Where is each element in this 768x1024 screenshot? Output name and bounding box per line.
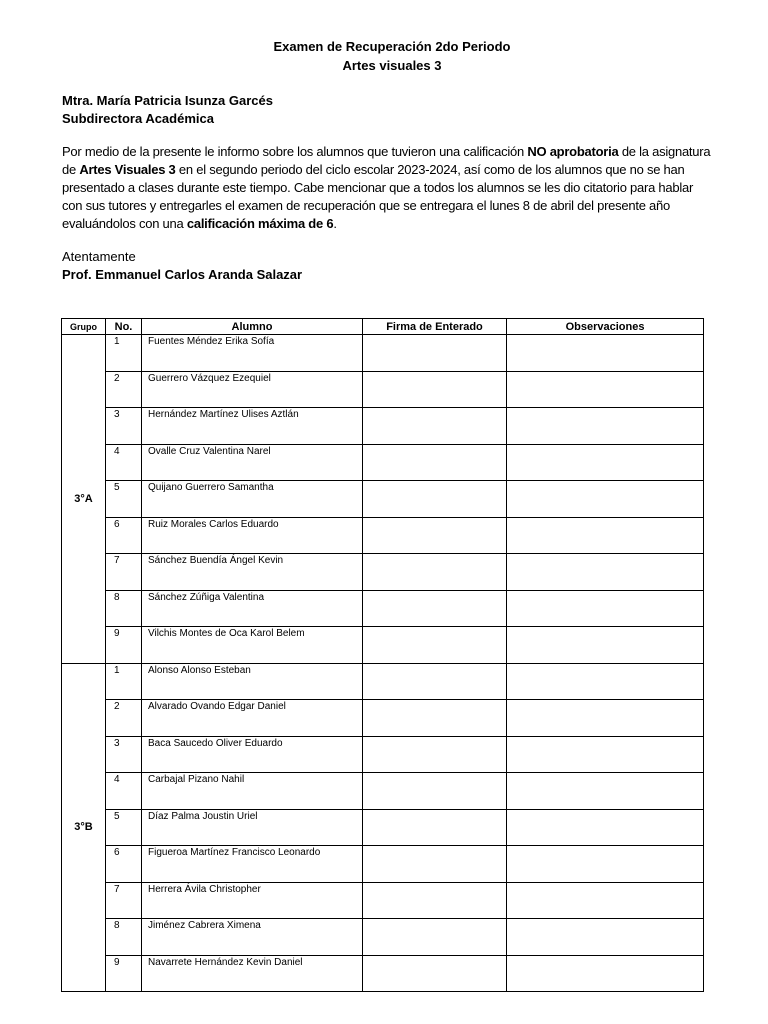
table-row [62,700,704,737]
student-number: 8 [106,590,142,627]
body-text: evaluándolos con una [62,216,187,231]
table-row [62,554,704,591]
notes-cell [507,809,704,846]
table-row [62,481,704,518]
signature-cell [363,444,507,481]
notes-cell [507,736,704,773]
table-row [62,517,704,554]
student-name: Ruiz Morales Carlos Eduardo [142,517,363,554]
notes-cell [507,919,704,956]
signature-cell [363,809,507,846]
table-row [62,736,704,773]
student-number: 5 [106,481,142,518]
student-name: Baca Saucedo Oliver Eduardo [142,736,363,773]
student-name: Fuentes Méndez Erika Sofía [142,335,363,372]
body-text: en el segundo periodo del ciclo escolar 2023-2024, así como de los alumnos que no se han [175,162,685,177]
signature-cell [363,663,507,700]
signature-cell [363,700,507,737]
notes-cell [507,335,704,372]
header-student: Alumno [142,319,363,335]
recipient-role: Subdirectora Académica [62,111,214,126]
notes-cell [507,444,704,481]
student-name: Sánchez Buendía Ángel Kevin [142,554,363,591]
signature-cell [363,590,507,627]
table-row [62,663,704,700]
student-name: Navarrete Hernández Kevin Daniel [142,955,363,992]
notes-cell [507,481,704,518]
notes-cell [507,408,704,445]
table-row [62,809,704,846]
table-row [62,846,704,883]
student-name: Figueroa Martínez Francisco Leonardo [142,846,363,883]
student-name: Carbajal Pizano Nahil [142,773,363,810]
student-name: Díaz Palma Joustin Uriel [142,809,363,846]
student-number: 1 [106,335,142,372]
signature-cell [363,335,507,372]
body-line-4: con sus tutores y entregarles el examen de recuperación que se entregara el lunes 8 de abril del presente año [62,198,670,213]
student-name: Vilchis Montes de Oca Karol Belem [142,627,363,664]
student-name: Jiménez Cabrera Ximena [142,919,363,956]
notes-cell [507,846,704,883]
student-name: Hernández Martínez Ulises Aztlán [142,408,363,445]
table-row [62,590,704,627]
signature-cell [363,773,507,810]
notes-cell [507,554,704,591]
document-subtitle: Artes visuales 3 [342,58,442,73]
signature-cell [363,554,507,591]
table-row [62,371,704,408]
student-name: Quijano Guerrero Samantha [142,481,363,518]
signer-name: Prof. Emmanuel Carlos Aranda Salazar [62,267,303,282]
student-number: 6 [106,846,142,883]
student-name: Sánchez Zúñiga Valentina [142,590,363,627]
header-group: Grupo [62,319,106,335]
table-row [62,955,704,992]
notes-cell [507,773,704,810]
table-row [62,335,704,372]
table-header-row [62,319,704,335]
student-number: 4 [106,444,142,481]
student-number: 3 [106,408,142,445]
student-number: 9 [106,627,142,664]
student-name: Ovalle Cruz Valentina Narel [142,444,363,481]
table-row [62,627,704,664]
notes-cell [507,882,704,919]
signature-cell [363,481,507,518]
table-row [62,773,704,810]
student-number: 3 [106,736,142,773]
signature-cell [363,736,507,773]
student-number: 7 [106,554,142,591]
notes-cell [507,627,704,664]
recipient-name: Mtra. María Patricia Isunza Garcés [62,93,273,108]
student-number: 1 [106,663,142,700]
notes-cell [507,663,704,700]
header-notes: Observaciones [507,319,704,335]
notes-cell [507,371,704,408]
header-number: No. [106,319,142,335]
body-line-3: presentado a clases durante este tiempo. Cabe mencionar que a todos los alumnos se les dio citatorio para hablar [62,180,694,195]
body-line-2 [62,161,732,179]
student-number: 9 [106,955,142,992]
body-line-1 [62,143,732,161]
group-cell: 3°A [62,335,106,664]
header-signature: Firma de Enterado [363,319,507,335]
student-number: 6 [106,517,142,554]
body-text: . [333,216,337,231]
student-name: Guerrero Vázquez Ezequiel [142,371,363,408]
student-number: 7 [106,882,142,919]
notes-cell [507,590,704,627]
notes-cell [507,517,704,554]
notes-cell [507,700,704,737]
student-number: 2 [106,371,142,408]
table-row [62,444,704,481]
student-name: Alonso Alonso Esteban [142,663,363,700]
signature-cell [363,919,507,956]
body-emphasis: calificación máxima de 6 [186,216,334,231]
table-row [62,882,704,919]
body-emphasis: NO aprobatoria [527,144,619,159]
signature-cell [363,371,507,408]
body-text: de la asignatura [618,144,711,159]
body-text: de [62,162,80,177]
group-cell: 3°B [62,663,106,992]
notes-cell [507,955,704,992]
signature-cell [363,955,507,992]
signature-cell [363,517,507,554]
student-number: 8 [106,919,142,956]
student-number: 4 [106,773,142,810]
body-paragraph [62,143,732,233]
student-number: 5 [106,809,142,846]
document-title: Examen de Recuperación 2do Periodo [273,39,511,54]
student-number: 2 [106,700,142,737]
table-row [62,919,704,956]
signature-cell [363,627,507,664]
signature-cell [363,408,507,445]
body-emphasis: Artes Visuales 3 [79,162,176,177]
signature-cell [363,882,507,919]
body-text: Por medio de la presente le informo sobre los alumnos que tuvieron una calificación [62,144,528,159]
student-name: Herrera Ávila Christopher [142,882,363,919]
closing-salutation: Atentamente [62,249,136,264]
body-line-5 [62,215,732,233]
student-table [61,318,704,992]
student-name: Alvarado Ovando Edgar Daniel [142,700,363,737]
table-row [62,408,704,445]
table-body [62,335,704,992]
signature-cell [363,846,507,883]
